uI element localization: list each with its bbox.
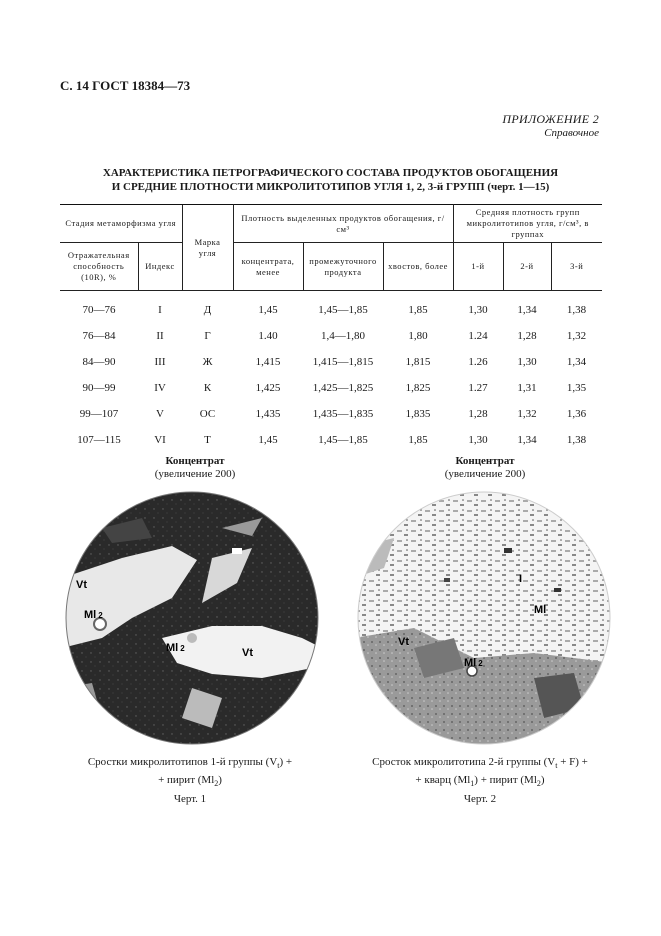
table-cell: 1,34 xyxy=(517,303,537,316)
table-row xyxy=(60,401,602,427)
table-cell: 70—76 xyxy=(82,303,116,316)
table-cell: III xyxy=(154,355,166,368)
micro2-label-ml-right: Ml xyxy=(534,604,547,616)
table-cell: 1.40 xyxy=(258,329,278,342)
table-cell: 1,31 xyxy=(517,381,537,394)
table-cell: 1,435 xyxy=(255,407,281,420)
table-cell: 1,30 xyxy=(468,433,488,446)
appendix-block xyxy=(502,112,599,140)
table-cell: 1,85 xyxy=(408,433,428,446)
header-group-1: 1-й xyxy=(453,243,503,291)
table-cell: 1,38 xyxy=(566,303,587,316)
table-cell: 1,45—1,85 xyxy=(318,433,368,446)
table-cell: 1.27 xyxy=(468,381,488,394)
figure-1 xyxy=(60,455,330,481)
header-group-2: 2-й xyxy=(503,243,551,291)
table-cell: 1,28 xyxy=(517,329,537,342)
micrograph-1 xyxy=(62,488,322,748)
table-cell: Т xyxy=(204,433,211,446)
table-cell: 1,835 xyxy=(405,407,431,420)
table-cell: 1,4—1,80 xyxy=(321,329,365,342)
table-cell: 1,32 xyxy=(517,407,537,420)
figure-1-title: Концентрат xyxy=(165,455,225,467)
figure-1-description: Сростки микролитотипов 1-й группы $(V_t)$ + + пирит $(Ml_2)$ xyxy=(87,756,293,789)
title-line-2: И СРЕДНИЕ ПЛОТНОСТИ МИКРОЛИТОТИПОВ УГЛЯ 1, 2, 3-й ГРУПП (черт. 1—15) xyxy=(111,181,550,193)
table-cell: 1,45—1,85 xyxy=(318,303,368,316)
table-cell: 1,425—1,825 xyxy=(312,381,374,394)
header-marka: Марка угля xyxy=(182,205,233,291)
table-cell: 84—90 xyxy=(82,355,116,368)
table-cell: Ж xyxy=(202,355,213,368)
figure-1-subtitle: (увеличение 200) xyxy=(154,468,236,480)
table-cell: 1,28 xyxy=(468,407,488,420)
table-cell: I xyxy=(158,303,162,316)
table-cell: Г xyxy=(204,329,211,342)
header-avg-density: Средняя плотность групп микролитотипов угля, г/см³, в группах xyxy=(453,205,602,243)
figure-2-number: Черт. 2 xyxy=(463,793,497,805)
table-row xyxy=(60,375,602,401)
header-density: Плотность выделенных продуктов обогащения, г/см³ xyxy=(233,205,453,243)
table-row xyxy=(60,427,602,453)
header-stage: Стадия метаморфизма угля xyxy=(60,205,182,243)
header-reflect: Отражательная способность (10R), % xyxy=(60,243,138,291)
table-cell: 1,34 xyxy=(517,433,537,446)
table-cell: 1,35 xyxy=(566,381,587,394)
table-cell: 1,34 xyxy=(566,355,587,368)
table-row xyxy=(60,349,602,375)
micro2-label-ml-center: Ml 2 xyxy=(464,657,483,669)
table-cell: 1,825 xyxy=(405,381,431,394)
micro2-label-vt: Vt xyxy=(398,636,409,648)
table-cell: К xyxy=(203,381,212,394)
figure-2 xyxy=(350,455,620,481)
table-cell: 1,36 xyxy=(566,407,587,420)
appendix-note: Справочное xyxy=(544,127,599,139)
table-cell: Д xyxy=(203,303,212,316)
header-mid: промежуточного продукта xyxy=(303,243,383,291)
table-cell: 1,435—1,835 xyxy=(312,407,374,420)
header-group-3: 3-й xyxy=(551,243,602,291)
table-cell: 90—99 xyxy=(82,381,116,394)
table-cell: 1,415—1,815 xyxy=(312,355,374,368)
table-cell: 1,80 xyxy=(408,329,428,342)
table-cell: 1.26 xyxy=(468,355,488,368)
figure-2-subtitle: (увеличение 200) xyxy=(444,468,526,480)
table-cell: 76—84 xyxy=(82,329,116,342)
micrograph-2 xyxy=(354,488,614,748)
table-cell: 1,38 xyxy=(566,433,587,446)
table-cell: 1,32 xyxy=(566,329,587,342)
header-index: Индекс xyxy=(138,243,182,291)
table-cell: 1,815 xyxy=(405,355,431,368)
figure-2-title: Концентрат xyxy=(455,455,515,467)
micro1-label-vt-right: Vt xyxy=(242,647,253,659)
table-cell: 107—115 xyxy=(77,433,121,446)
table-cell: 1,85 xyxy=(408,303,428,316)
table-row xyxy=(60,291,602,323)
page-header: С. 14 ГОСТ 18384—73 xyxy=(60,78,191,93)
table-cell: 1,425 xyxy=(255,381,281,394)
document-title xyxy=(60,166,601,194)
table-cell: ОС xyxy=(199,407,216,420)
header-tail: хвостов, более xyxy=(383,243,453,291)
micro1-label-ml-center: Ml 2 xyxy=(166,642,185,654)
figure-1-number: Черт. 1 xyxy=(173,793,207,805)
figure-2-description: Сросток микролитотипа 2-й группы $(V_t + F)$ + + кварц $(Ml_1)$ + пирит $(Ml_2)$ xyxy=(372,756,588,789)
header-conc: концентрата, менее xyxy=(233,243,303,291)
table-cell: 1.24 xyxy=(468,329,488,342)
table-cell: 1,45 xyxy=(258,303,278,316)
density-table xyxy=(60,204,602,453)
micro1-label-ml-left: Ml 2 xyxy=(84,609,103,621)
table-cell: 1,45 xyxy=(258,433,278,446)
table-cell: 1,30 xyxy=(517,355,537,368)
micro1-label-vt-left: Vt xyxy=(76,579,87,591)
table-cell: V xyxy=(156,407,164,420)
table-cell: 1,415 xyxy=(255,355,281,368)
table-cell: II xyxy=(156,329,164,342)
table-cell: 1,30 xyxy=(468,303,488,316)
appendix-label: ПРИЛОЖЕНИЕ 2 xyxy=(502,112,599,126)
table-cell: 99—107 xyxy=(79,407,119,420)
title-line-1: ХАРАКТЕРИСТИКА ПЕТРОГРАФИЧЕСКОГО СОСТАВА ПРОДУКТОВ ОБОГАЩЕНИЯ xyxy=(102,167,559,179)
micro2-label-i: I xyxy=(519,573,523,585)
table-cell: VI xyxy=(154,433,166,446)
table-cell: IV xyxy=(154,381,166,394)
table-row xyxy=(60,323,602,349)
